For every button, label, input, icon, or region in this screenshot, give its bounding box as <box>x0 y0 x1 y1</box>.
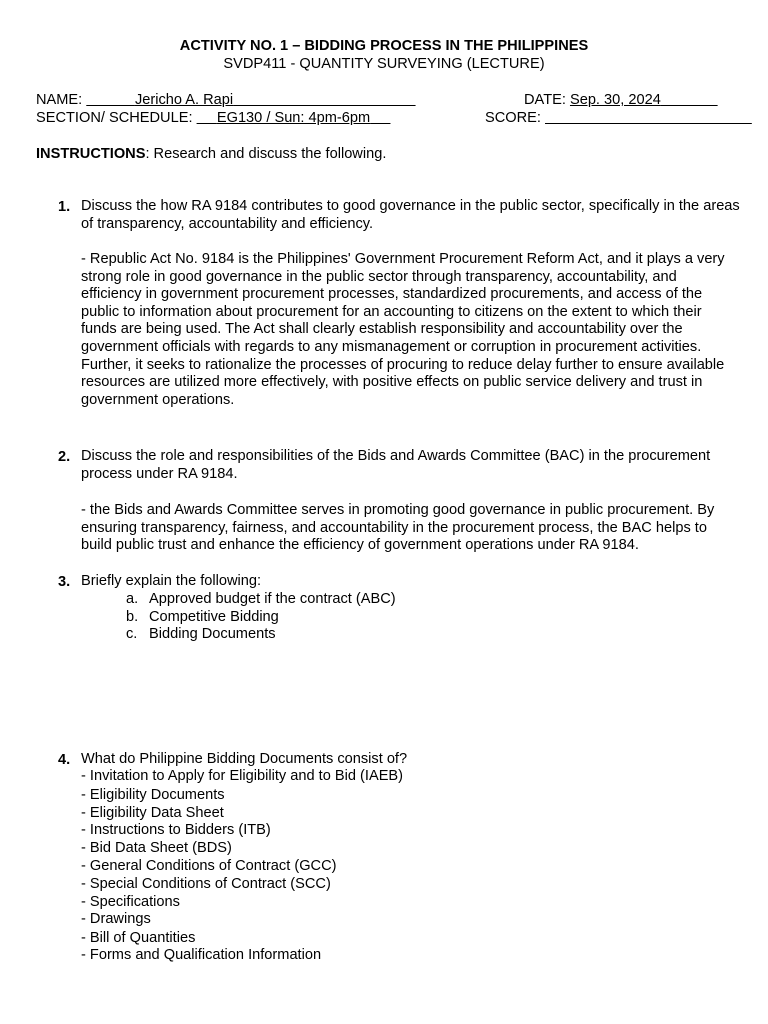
score-blank <box>545 110 752 126</box>
question-1-text: Discuss the how RA 9184 contributes to good governance in the public sector, specifically in the areas of transparency, accountability and efficiency. <box>81 198 740 232</box>
name-value <box>86 92 415 108</box>
name-label: NAME: <box>36 92 83 108</box>
date-text: Sep. 30, 2024 <box>569 92 661 108</box>
question-2-number: 2. <box>58 449 71 465</box>
sub-item-a-text: Approved budget if the contract (ABC) <box>149 591 396 607</box>
document-subtitle: SVDP411 - QUANTITY SURVEYING (LECTURE) <box>223 56 545 72</box>
list-item: - Invitation to Apply for Eligibility and to Bid (IAEB) <box>81 768 404 784</box>
answer-1-text: - Republic Act No. 9184 is the Philippines' Government Procurement Reform Act, and it plays a very strong role in good governance in the public sector through transparency, accountability, and efficiency in government procurement processes, standardized procurements, and access of the public to information about procurement for an accounting to citizens on the extent to which their funds are being used. The Act shall clearly establish responsibility and accountability over the government officials with regards to any mismanagement or corruption in procurement activities. Further, it seeks to rationalize the processes of procuring to reduce delay further to ensure available resources are utilized more effectively, with positive effects on public service delivery and trust in government operations. <box>81 251 725 408</box>
list-item: - Instructions to Bidders (ITB) <box>81 822 271 838</box>
answer-2-text: - the Bids and Awards Committee serves in promoting good governance in public procurement. By ensuring transparency, fairness, and accountability in the procurement process, the BAC helps to build public trust and enhance the efficiency of government operations under RA 9184. <box>81 502 715 554</box>
section-text: EG130 / Sun: 4pm-6pm <box>216 110 371 126</box>
date-label: DATE: <box>524 92 566 108</box>
instructions-label: INSTRUCTIONS <box>36 146 146 162</box>
list-item: - Drawings <box>81 911 151 927</box>
list-item: - Eligibility Documents <box>81 787 225 803</box>
sub-item-c-text: Bidding Documents <box>149 626 276 642</box>
score-field <box>485 109 752 127</box>
list-item: - Bid Data Sheet (BDS) <box>81 840 232 856</box>
section-value <box>197 110 391 126</box>
sub-item-b-letter: b. <box>126 609 139 625</box>
list-item: - Forms and Qualification Information <box>81 947 322 963</box>
question-3-text: Briefly explain the following: <box>81 573 262 589</box>
question-1-number: 1. <box>58 199 71 215</box>
question-4-number: 4. <box>58 752 71 768</box>
list-item: - Special Conditions of Contract (SCC) <box>81 876 331 892</box>
name-field <box>36 91 416 109</box>
section-field <box>36 109 390 127</box>
name-text: Jericho A. Rapi <box>134 92 234 108</box>
date-field <box>524 91 718 109</box>
list-item: - Specifications <box>81 894 180 910</box>
list-item: - General Conditions of Contract (GCC) <box>81 858 337 874</box>
document-title: ACTIVITY NO. 1 – BIDDING PROCESS IN THE PHILIPPINES <box>179 38 589 54</box>
sub-item-b-text: Competitive Bidding <box>149 609 279 625</box>
question-3-number: 3. <box>58 574 71 590</box>
instructions <box>36 145 386 163</box>
section-label: SECTION/ SCHEDULE: <box>36 110 193 126</box>
question-2-text: Discuss the role and responsibilities of the Bids and Awards Committee (BAC) in the procurement process under RA 9184. <box>81 448 711 482</box>
sub-item-a-letter: a. <box>126 591 139 607</box>
list-item: - Eligibility Data Sheet <box>81 805 224 821</box>
question-4-text: What do Philippine Bidding Documents consist of? <box>81 751 408 767</box>
instructions-text: : Research and discuss the following. <box>145 146 387 162</box>
list-item: - Bill of Quantities <box>81 930 196 946</box>
sub-item-c-letter: c. <box>126 626 138 642</box>
date-value <box>570 92 718 108</box>
score-label: SCORE: <box>485 110 541 126</box>
